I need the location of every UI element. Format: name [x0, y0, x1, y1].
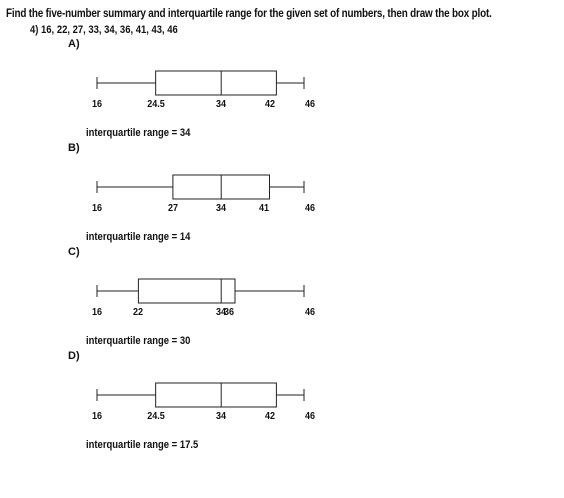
question-text: Find the five-number summary and interquartile range for the given set of numbers, then draw the box plot.: [6, 8, 492, 20]
tick-label: 46: [304, 410, 316, 422]
iqr-box: [156, 71, 277, 95]
tick-label: 16: [91, 410, 103, 422]
iqr-text: interquartile range = 30: [86, 335, 191, 347]
tick-label: 34: [216, 202, 227, 214]
tick-label: 42: [265, 98, 276, 110]
problem-statement: 4) 16, 22, 27, 33, 34, 36, 41, 43, 46: [30, 24, 178, 36]
tick-label: 27: [167, 202, 178, 214]
tick-label: 24.5: [146, 410, 165, 422]
iqr-text: interquartile range = 14: [86, 231, 191, 243]
box-plot: [0, 63, 564, 103]
box-plot: [0, 375, 564, 415]
option-letter: D): [68, 350, 80, 362]
iqr-box: [138, 279, 235, 303]
tick-label: 16: [91, 306, 103, 318]
option-letter: A): [68, 38, 80, 50]
tick-label: 42: [265, 410, 276, 422]
tick-label: 22: [133, 306, 144, 318]
tick-label: 46: [304, 98, 316, 110]
tick-label: 36: [223, 306, 235, 318]
tick-label: 34: [216, 410, 227, 422]
iqr-text: interquartile range = 17.5: [86, 439, 199, 451]
tick-label: 41: [258, 202, 269, 214]
tick-label: 24.5: [146, 98, 165, 110]
tick-label: 16: [91, 98, 103, 110]
iqr-box: [156, 383, 277, 407]
tick-label: 34: [216, 98, 227, 110]
option-letter: C): [68, 246, 80, 258]
tick-label: 34: [216, 306, 227, 318]
option-letter: B): [68, 142, 80, 154]
box-plot: [0, 167, 564, 207]
tick-label: 16: [91, 202, 103, 214]
box-plot: [0, 271, 564, 311]
tick-label: 46: [304, 202, 316, 214]
iqr-text: interquartile range = 34: [86, 127, 191, 139]
tick-label: 46: [304, 306, 316, 318]
